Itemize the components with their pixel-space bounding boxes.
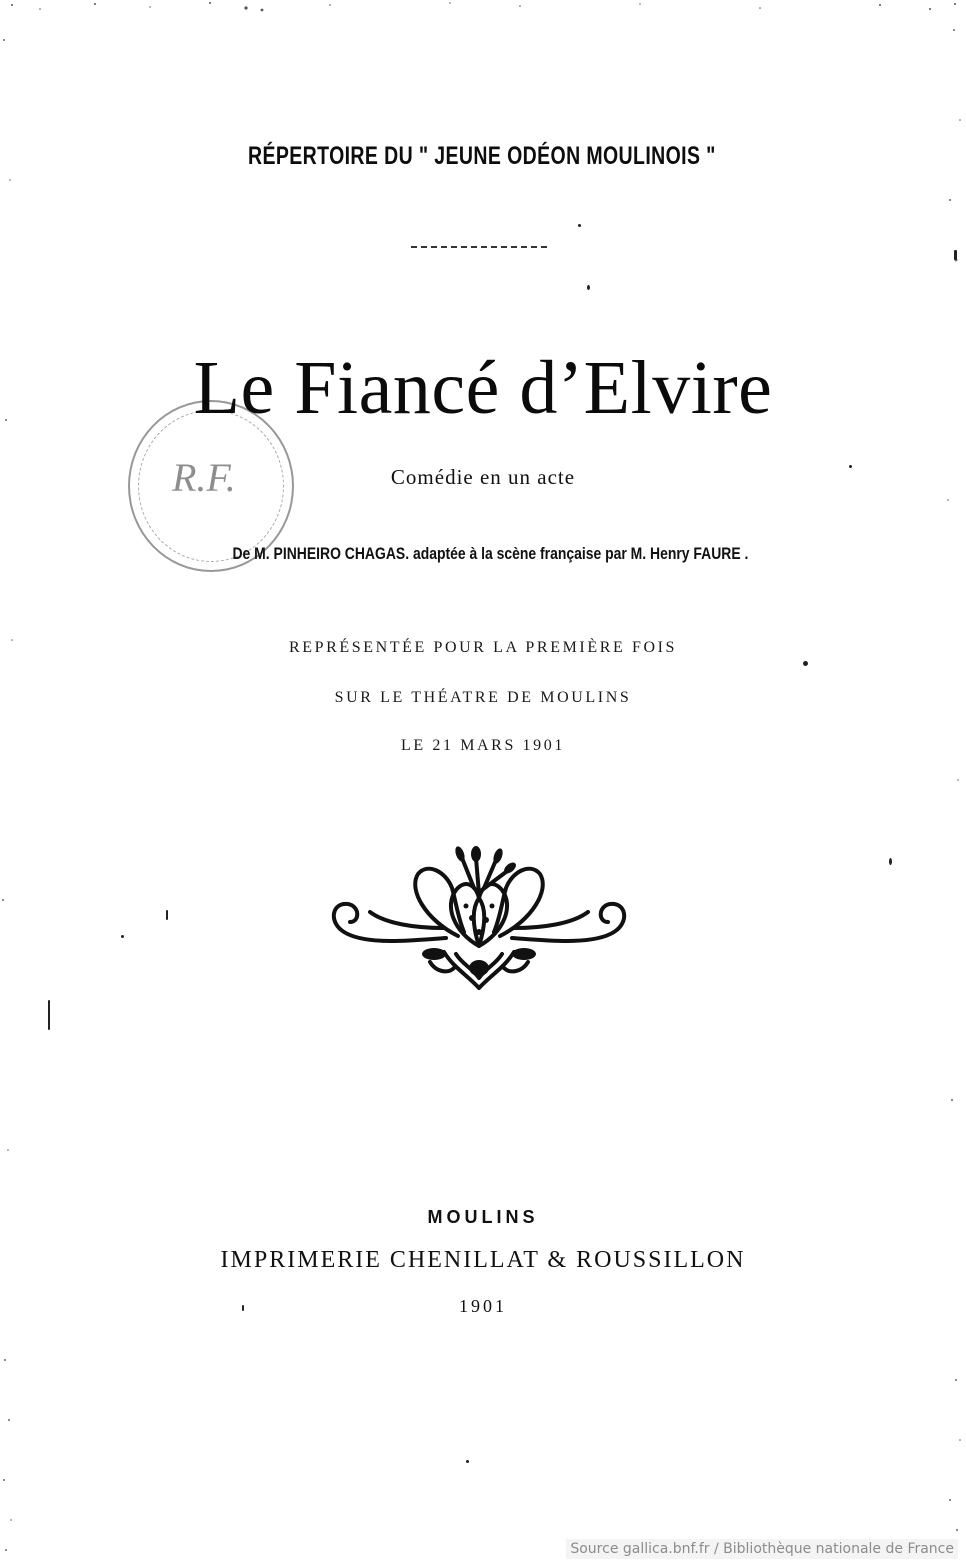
page-subtitle: Comédie en un acte xyxy=(390,465,576,489)
speck xyxy=(48,1000,50,1030)
representation-line-2: SUR LE THÉATRE DE MOULINS xyxy=(334,689,632,706)
imprint-printer: IMPRIMERIE CHENILLAT & ROUSSILLON xyxy=(220,1247,746,1273)
repertoire-heading: RÉPERTOIRE DU " JEUNE ODÉON MOULINOIS " xyxy=(247,142,716,170)
representation-line-1: REPRÉSENTÉE POUR LA PREMIÈRE FOIS xyxy=(288,639,678,656)
floral-lily-ornament-icon xyxy=(326,828,632,998)
scan-noise-left xyxy=(0,0,24,1566)
imprint-city: MOULINS xyxy=(427,1207,539,1227)
speck xyxy=(803,661,808,666)
speck xyxy=(121,935,124,938)
imprint-year: 1901 xyxy=(459,1296,507,1316)
divider-rule xyxy=(411,246,547,248)
speck xyxy=(889,858,892,865)
speck xyxy=(578,224,581,227)
speck xyxy=(466,1460,469,1463)
speck xyxy=(954,250,957,260)
page-title: Le Fiancé d’Elvire xyxy=(193,346,773,430)
source-attribution: Source gallica.bnf.fr / Bibliothèque nationale de France xyxy=(566,1539,958,1559)
speck xyxy=(587,285,590,290)
representation-line-3: LE 21 MARS 1901 xyxy=(401,737,565,754)
library-stamp-mark: R.F. xyxy=(172,455,236,500)
scan-noise-right xyxy=(942,0,966,1566)
author-credits: De M. PINHEIRO CHAGAS. adaptée à la scène française par M. Henry FAURE . xyxy=(232,544,749,563)
speck xyxy=(166,910,168,920)
scan-noise-top xyxy=(0,0,966,14)
